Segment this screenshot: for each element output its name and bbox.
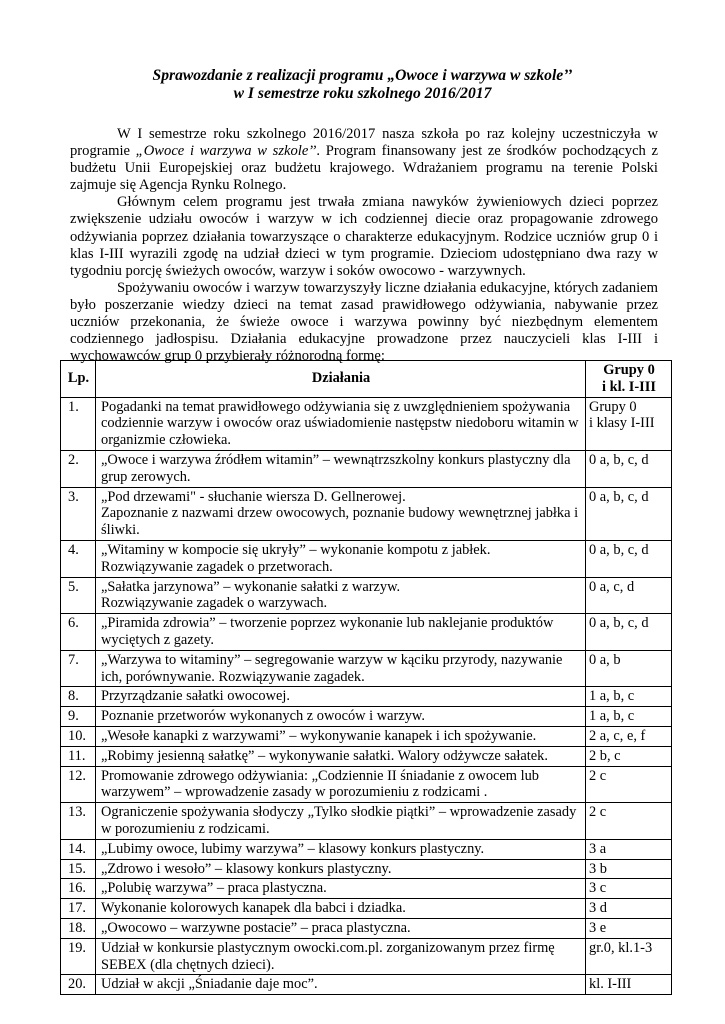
paragraph-intro-text-b: . Program finansowany jest ze środków pochodzących z budżetu Unii Europejskiej oraz budżetu krajowego. Wdrażaniem programu na terenie Polski zajmuje się Agencja Rynku Rolnego. (70, 143, 658, 194)
row-number: 11. (61, 746, 96, 766)
row-number: 3. (61, 487, 96, 540)
row-number: 19. (61, 938, 96, 975)
row-number: 14. (61, 839, 96, 859)
row-activity: „Sałatka jarzynowa” – wykonanie sałatki z warzyw. Rozwiązywanie zagadek o warzywach. (96, 577, 586, 614)
table-row (61, 975, 672, 995)
row-groups: 2 c (586, 803, 672, 840)
paragraph-activities: Spożywaniu owoców i warzyw towarzyszyły liczne działania edukacyjne, których zadaniem było poszerzanie wiedzy dzieci na temat zasad prawidłowego odżywiania, nabywanie przez uczniów przekonania, że świeże owoce i warzywa powinny być niezbędnym elementem codziennego jadłospisu. Działania edukacyjne prowadzone przez nauczycieli klas I-III i wychowawców grup 0 przybierały różnorodną formę: (70, 279, 658, 365)
row-groups: 2 c (586, 766, 672, 803)
table-row (61, 859, 672, 879)
table-row (61, 746, 672, 766)
row-groups: 1 a, b, c (586, 707, 672, 727)
table-row (61, 899, 672, 919)
row-activity: „Lubimy owoce, lubimy warzywa” – klasowy konkurs plastyczny. (96, 839, 586, 859)
row-groups: 0 a, b, c, d (586, 540, 672, 577)
header-grupy-line1: Grupy 0 (603, 362, 655, 378)
row-activity: Ograniczenie spożywania słodyczy „Tylko słodkie piątki” – wprowadzenie zasady w porozumieniu z rodzicami. (96, 803, 586, 840)
table-row (61, 487, 672, 540)
row-groups: kl. I-III (586, 975, 672, 995)
row-number: 2. (61, 450, 96, 487)
program-name-italic: „Owoce i warzywa w szkole’’ (135, 143, 317, 160)
paragraph-intro (70, 126, 658, 194)
row-activity: Udział w akcji „Śniadanie daje moc”. (96, 975, 586, 995)
table-row (61, 803, 672, 840)
row-activity: „Polubię warzywa” – praca plastyczna. (96, 879, 586, 899)
row-activity: Pogadanki na temat prawidłowego odżywiania się z uwzględnieniem spożywania codziennie warzyw i owoców oraz uświadomienie następstw niedoboru witamin w organizmie człowieka. (96, 397, 586, 450)
header-dzialania: Działania (96, 361, 586, 398)
table-row (61, 687, 672, 707)
row-number: 13. (61, 803, 96, 840)
row-groups: gr.0, kl.1-3 (586, 938, 672, 975)
row-activity: „Wesołe kanapki z warzywami” – wykonywanie kanapek i ich spożywanie. (96, 726, 586, 746)
title-line-2: w I semestrze roku szkolnego 2016/2017 (233, 85, 492, 102)
row-groups: 0 a, b, c, d (586, 614, 672, 651)
paragraph-goal: Głównym celem programu jest trwała zmiana nawyków żywieniowych dzieci poprzez zwiększenie udziału owoców i warzyw w ich codziennej diecie oraz propagowanie zdrowego odżywiania poprzez działania towarzyszące o charakterze edukacyjnym. Rodzice uczniów grup 0 i klas I-III wyrazili zgodę na udział dzieci w tym programie. Dzieciom udostępniano dwa razy w tygodniu porcję świeżych owoców, warzyw i soków owocowo - warzywnych. (70, 194, 658, 279)
row-groups: 0 a, b (586, 650, 672, 687)
table-row (61, 397, 672, 450)
row-groups: 2 a, c, e, f (586, 726, 672, 746)
row-activity: „Zdrowo i wesoło” – klasowy konkurs plastyczny. (96, 859, 586, 879)
row-number: 6. (61, 614, 96, 651)
header-grupy (586, 361, 672, 398)
row-number: 18. (61, 918, 96, 938)
row-activity: „Pod drzewami" - słuchanie wiersza D. Gellnerowej. Zapoznanie z nazwami drzew owocowych, poznanie budowy wewnętrznej jabłka i śliwki. (96, 487, 586, 540)
table-row (61, 450, 672, 487)
row-number: 17. (61, 899, 96, 919)
row-number: 20. (61, 975, 96, 995)
row-activity: „Owocowo – warzywne postacie” – praca plastyczna. (96, 918, 586, 938)
table-row (61, 540, 672, 577)
table-row (61, 879, 672, 899)
table-header-row (61, 361, 672, 398)
row-groups: 0 a, b, c, d (586, 487, 672, 540)
row-groups: 2 b, c (586, 746, 672, 766)
table-row (61, 707, 672, 727)
table-row (61, 766, 672, 803)
table-row (61, 577, 672, 614)
activities-table (60, 360, 672, 995)
row-groups: 3 c (586, 879, 672, 899)
table-row (61, 918, 672, 938)
row-number: 5. (61, 577, 96, 614)
row-groups: 0 a, b, c, d (586, 450, 672, 487)
table-row (61, 726, 672, 746)
row-groups: 3 d (586, 899, 672, 919)
row-activity: „Owoce i warzywa źródłem witamin” – wewnątrzszkolny konkurs plastyczny dla grup zerowych. (96, 450, 586, 487)
row-number: 15. (61, 859, 96, 879)
table-row (61, 614, 672, 651)
report-body (70, 126, 658, 365)
row-number: 4. (61, 540, 96, 577)
row-groups: 3 b (586, 859, 672, 879)
row-number: 8. (61, 687, 96, 707)
row-activity: Promowanie zdrowego odżywiania: „Codziennie II śniadanie z owocem lub warzywem” – wprowadzenie zasady w porozumieniu z rodzicami . (96, 766, 586, 803)
row-activity: Poznanie przetworów wykonanych z owoców i warzyw. (96, 707, 586, 727)
row-number: 12. (61, 766, 96, 803)
row-activity: Udział w konkursie plastycznym owocki.com.pl. zorganizowanym przez firmę SEBEX (dla chętnych dzieci). (96, 938, 586, 975)
header-grupy-line2: i kl. I-III (602, 378, 656, 395)
row-activity: „Piramida zdrowia” – tworzenie poprzez wykonanie lub naklejanie produktów wyciętych z gazety. (96, 614, 586, 651)
row-activity: „Witaminy w kompocie się ukryły” – wykonanie kompotu z jabłek. Rozwiązywanie zagadek o przetworach. (96, 540, 586, 577)
row-activity: „Warzywa to witaminy” – segregowanie warzyw w kąciku przyrody, nazywanie ich, porównywanie. Rozwiązywanie zagadek. (96, 650, 586, 687)
table-row (61, 938, 672, 975)
row-number: 9. (61, 707, 96, 727)
row-groups: Grupy 0 i klasy I-III (586, 397, 672, 450)
document-title (60, 67, 665, 103)
row-activity: „Robimy jesienną sałatkę” – wykonywanie sałatki. Walory odżywcze sałatek. (96, 746, 586, 766)
row-groups: 3 a (586, 839, 672, 859)
table-row (61, 839, 672, 859)
title-line-1: Sprawozdanie z realizacji programu „Owoce i warzywa w szkole’’ (152, 67, 573, 84)
row-activity: Przyrządzanie sałatki owocowej. (96, 687, 586, 707)
header-lp: Lp. (61, 361, 96, 398)
table-row (61, 650, 672, 687)
row-activity: Wykonanie kolorowych kanapek dla babci i dziadka. (96, 899, 586, 919)
paragraph-intro-text-a: W I semestrze roku szkolnego 2016/2017 nasza szkoła po raz kolejny uczestniczyła w programie (70, 126, 658, 160)
row-number: 10. (61, 726, 96, 746)
row-groups: 3 e (586, 918, 672, 938)
row-groups: 1 a, b, c (586, 687, 672, 707)
row-groups: 0 a, c, d (586, 577, 672, 614)
row-number: 7. (61, 650, 96, 687)
row-number: 16. (61, 879, 96, 899)
row-number: 1. (61, 397, 96, 450)
